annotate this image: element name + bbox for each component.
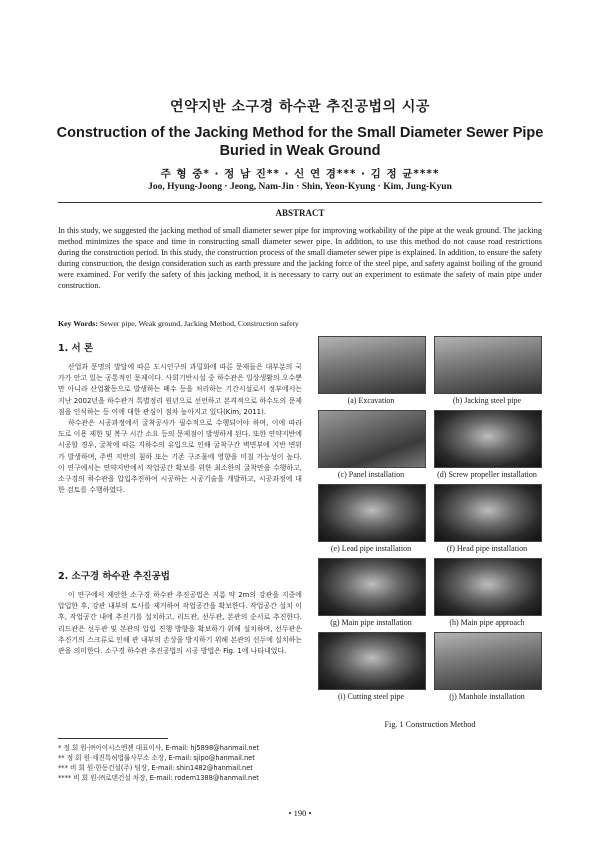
figure-panel-d <box>434 410 540 479</box>
abstract-heading: ABSTRACT <box>275 208 325 218</box>
section-2-body <box>58 590 302 657</box>
title-english: Construction of the Jacking Method for the Small Diameter Sewer Pipe Buried in Weak Ground <box>56 125 544 159</box>
figure-panel-i <box>318 632 424 701</box>
photo-manhole-installation <box>434 632 542 690</box>
keywords-label: Key Words: <box>58 319 98 328</box>
figure-panel-f <box>434 484 540 553</box>
title-korean: 연약지반 소구경 하수관 추진공법의 시공 <box>170 99 430 115</box>
figure-caption: (g) Main pipe installation <box>330 618 412 627</box>
figure-caption: (f) Head pipe installation <box>446 544 528 553</box>
photo-excavation <box>318 336 426 394</box>
figure-title: Fig. 1 Construction Method <box>384 720 476 729</box>
authors-korean: 주 형 중* · 정 남 진** · 신 연 경*** · 김 정 균**** <box>160 168 440 180</box>
photo-main-pipe-installation <box>318 558 426 616</box>
paragraph: 산업과 문명의 발달에 따른 도시인구의 과밀화에 따른 문제들은 대부분의 국가가 안고 있는 공통적인 문제이다. 사회기반시설 중 하수관은 일상생활의 오수뿐만 아니라 산업활동으로 발생하는 폐수 등을 처리하는 기간시설로서 정부에서는 지난 2002년을 하수관거 특별정리 원년으로 선언하고 본격적으로 하수도의 문제점을 인식하는 등 이에 대한 관심이 점차 높아지고 있다(Kim, 2011). <box>58 363 302 416</box>
photo-panel-installation <box>318 410 426 468</box>
figure-caption: (a) Excavation <box>347 396 395 405</box>
footnote: *** 비 회 원·한동건설(주) 팀장, E-mail: shin1482@hanmail.net <box>58 764 253 772</box>
figure-panel-h <box>434 558 540 627</box>
abstract-text: In this study, we suggested the jacking method of small diameter sewer pipe for improving workability of the pipe at the weak ground. The jacking method minimizes the space and time in constructing small diameter sewer pipe. In addition, to use this method do not cause road restrictions during the construction period. In this study, the construction process of the small diameter sewer pipe is explained. In addition, to ensure the safety during construction, the design consideration such as earth pressure and the jacking force of the steel pipe, and safety against boiling of the ground were examined. For verify the safety of this jacking method, it is necessary to carry out an experiment to estimate the safety of main pipe under construction. <box>58 226 542 290</box>
photo-main-pipe-approach <box>434 558 542 616</box>
authors-english: Joo, Hyung-Joong · Jeong, Nam-Jin · Shin, Yeon-Kyung · Kim, Jung-Kyun <box>148 182 452 192</box>
keywords <box>58 319 542 328</box>
keywords-list: Sewer pipe, Weak ground, Jacking Method, Construction safety <box>99 319 299 328</box>
figure-panel-j <box>434 632 540 701</box>
section-1-heading: 1. 서 론 <box>58 343 94 354</box>
photo-head-pipe <box>434 484 542 542</box>
photo-lead-pipe <box>318 484 426 542</box>
figure-caption: (j) Manhole installation <box>449 692 525 701</box>
photo-jacking-steel-pipe <box>434 336 542 394</box>
paragraph: 하수관은 시공과정에서 굴착공사가 필수적으로 수행되어야 하며, 이에 따라 도로 이용 제한 및 복구 시간 소요 등의 문제점이 발생하게 된다. 또한 연약지반에 시공할 경우, 굴착에 따른 지하수의 유입으로 인해 굴착구간 벽면부에 지반 변위가 발생하며, 주변 지반의 침하 또는 기존 구조물에 영향을 미칠 가능성이 높다. 이 연구에서는 연약지반에서 작업공간 확보를 위한 최소한의 굴착만을 수행하고, 소구경의 하수관을 압입추진하여 시공하는 시공기술을 개발하고, 시공과정에 대한 검토를 수행하였다. <box>58 419 302 495</box>
figure-panel-g <box>318 558 424 627</box>
section-2-heading: 2. 소구경 하수관 추진공법 <box>58 571 170 582</box>
paragraph: 이 연구에서 제안한 소구경 하수관 추진공법은 지름 약 2m의 강관을 지중에 압입한 후, 강관 내부의 토사를 제거하여 작업공간을 확보한다. 작업공간 설치 이후, 작업공간 내에 추진기를 설치하고, 리드관, 선두관, 본관의 순서로 추진한다. 리드관은 선두관 및 본관의 압입 진행 방향을 확보하기 위해 설치하며, 선두관은 추진기의 스크류로 인해 관 내부의 손상을 방지하기 위해 본관의 선두에 설치하는 관을 의미한다. 소구경 하수관 추진공법의 시공 방법은 Fig. 1에 나타내었다. <box>58 591 302 656</box>
section-1-body <box>58 362 302 496</box>
page-number: • 190 • <box>288 808 312 818</box>
footnote-divider <box>58 738 168 739</box>
footnotes <box>58 743 378 783</box>
figure-caption: (h) Main pipe approach <box>449 618 525 627</box>
photo-cutting-steel-pipe <box>318 632 426 690</box>
figure-caption: (i) Cutting steel pipe <box>338 692 404 701</box>
figure-panel-b <box>434 336 540 405</box>
figure-caption: (d) Screw propeller installation <box>437 470 537 479</box>
figure-caption: (e) Lead pipe installation <box>330 544 412 553</box>
footnote: **** 비 회 원·㈜로덴건설 차장, E-mail: rodem1388@hanmail.net <box>58 774 259 782</box>
photo-screw-propeller <box>434 410 542 468</box>
figure-panel-e <box>318 484 424 553</box>
figure-caption: (b) Jacking steel pipe <box>452 396 522 405</box>
header-divider <box>58 202 542 203</box>
figure-caption: (c) Panel installation <box>337 470 405 479</box>
figure-panel-a <box>318 336 424 405</box>
footnote: ** 정 회 원·세진특허법률사무소 소장, E-mail: sjipo@hanmail.net <box>58 754 255 762</box>
footnote: * 정 회 원·㈜아이시스엔젠 대표이사, E-mail: hj5898@hanmail.net <box>58 744 260 752</box>
figure-panel-c <box>318 410 424 479</box>
